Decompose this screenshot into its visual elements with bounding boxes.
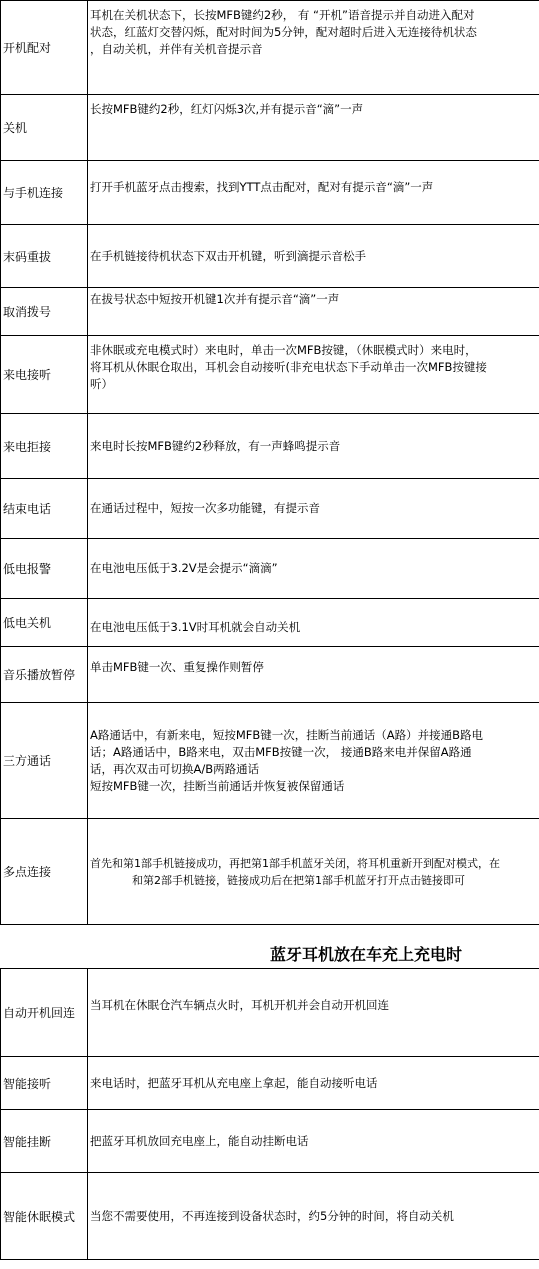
- row-label: 智能接听: [1, 1057, 88, 1110]
- table-row: [1, 225, 539, 288]
- row-label: 低电报警: [1, 539, 88, 599]
- row-label: 末码重拔: [1, 225, 88, 288]
- row-label: 与手机连接: [1, 161, 88, 225]
- description-line: ，自动关机，并伴有关机音提示音: [90, 42, 263, 56]
- description-line: 在电池电压低于3.2V是会提示“滴滴”: [90, 561, 278, 575]
- description-line: 话；A路通话中，B路来电，双击MFB按键一次， 接通B路来电并保留A路通: [90, 744, 472, 759]
- row-description: [88, 647, 539, 703]
- table-row: [1, 703, 539, 819]
- description-line: 当您不需要使用，不再连接到设备状态时，约5分钟的时间，将自动关机: [90, 1208, 454, 1223]
- row-label: 来电接听: [1, 336, 88, 414]
- row-label: 智能挂断: [1, 1110, 88, 1173]
- table-row: [1, 336, 539, 414]
- description-line: 在电池电压低于3.1V时耳机就会自动关机: [90, 620, 301, 634]
- row-description: [88, 969, 539, 1057]
- row-description: [88, 1, 539, 95]
- row-label: 多点连接: [1, 819, 88, 925]
- table-row: [1, 161, 539, 225]
- table-row: [1, 819, 539, 925]
- table-row: [1, 414, 539, 479]
- row-label: 结束电话: [1, 479, 88, 539]
- table-row: [1, 647, 539, 703]
- description-line: 耳机在关机状态下，长按MFB键约2秒， 有 “开机”语音提示并自动进入配对: [90, 8, 475, 22]
- charging-function-table: [0, 968, 539, 1260]
- row-label: 开机配对: [1, 1, 88, 95]
- description-line: 在拔号状态中短按开机键1次并有提示音“滴”一声: [90, 292, 340, 306]
- description-line: 首先和第1部手机链接成功，再把第1部手机蓝牙关闭，将耳机重新开到配对模式，在: [90, 856, 500, 870]
- description-line: 在通话过程中，短按一次多功能键，有提示音: [90, 501, 320, 515]
- row-description: [88, 479, 539, 539]
- table-row: [1, 1173, 539, 1260]
- description-line: 状态，红蓝灯交替闪烁，配对时间为5分钟，配对超时后进入无连接待机状态: [90, 25, 477, 39]
- table-row: [1, 969, 539, 1057]
- row-label: 低电关机: [1, 599, 88, 647]
- row-description: [88, 539, 539, 599]
- description-line: A路通话中，有新来电，短按MFB键一次，挂断当前通话（A路）并接通B路电: [90, 727, 484, 742]
- description-line: 短按MFB键一次，挂断当前通话并恢复被保留通话: [90, 778, 345, 793]
- row-label: 取消拨号: [1, 288, 88, 336]
- row-description: [88, 414, 539, 479]
- description-line: 将耳机从休眠仓取出，耳机会自动接听(非充电状态下手动单击一次MFB按键接: [90, 360, 487, 374]
- description-line: 来电时长按MFB键约2秒释放，有一声蜂鸣提示音: [90, 438, 341, 453]
- table-row: [1, 288, 539, 336]
- row-label: 音乐播放暂停: [1, 647, 88, 703]
- description-line: 打开手机蓝牙点击搜索，找到YTT点击配对，配对有提示音“滴”一声: [90, 180, 434, 194]
- table-row: [1, 1057, 539, 1110]
- row-description: [88, 599, 539, 647]
- row-description: [88, 1110, 539, 1173]
- description-line: 把蓝牙耳机放回充电座上，能自动挂断电话: [90, 1133, 309, 1148]
- row-label: 来电拒接: [1, 414, 88, 479]
- description-line: 长按MFB键约2秒，红灯闪烁3次,并有提示音“滴”一声: [90, 102, 364, 116]
- row-description: [88, 288, 539, 336]
- row-description: [88, 1173, 539, 1260]
- section-heading: 蓝牙耳机放在车充上充电时: [270, 945, 463, 964]
- description-line: 在手机链接待机状态下双击开机键，听到滴提示音松手: [90, 248, 366, 263]
- row-description: [88, 336, 539, 414]
- row-description: [88, 1057, 539, 1110]
- table-row: [1, 599, 539, 647]
- description-line: 和第2部手机链接，链接成功后在把第1部手机蓝牙打开点击链接即可: [132, 873, 465, 887]
- description-line: 话，再次双击可切换A/B两路通话: [90, 761, 260, 776]
- row-label: 三方通话: [1, 703, 88, 819]
- description-line: 听）: [90, 377, 113, 391]
- table-row: [1, 539, 539, 599]
- row-description: [88, 703, 539, 819]
- row-description: [88, 819, 539, 925]
- table-row: [1, 95, 539, 161]
- description-line: 非休眠或充电模式时）来电时，单击一次MFB按键，（休眠模式时）来电时，: [90, 343, 477, 357]
- description-line: 当耳机在休眠仓汽车辆点火时，耳机开机并会自动开机回连: [90, 998, 389, 1012]
- row-description: [88, 95, 539, 161]
- description-line: 单击MFB键一次、重复操作则暂停: [90, 660, 264, 674]
- table-row: [1, 1, 539, 95]
- row-label: 自动开机回连: [1, 969, 88, 1057]
- row-description: [88, 161, 539, 225]
- row-label: 关机: [1, 95, 88, 161]
- row-description: [88, 225, 539, 288]
- table-row: [1, 479, 539, 539]
- table-row: [1, 1110, 539, 1173]
- description-line: 来电话时，把蓝牙耳机从充电座上拿起，能自动接听电话: [90, 1075, 378, 1090]
- row-label: 智能休眠模式: [1, 1173, 88, 1260]
